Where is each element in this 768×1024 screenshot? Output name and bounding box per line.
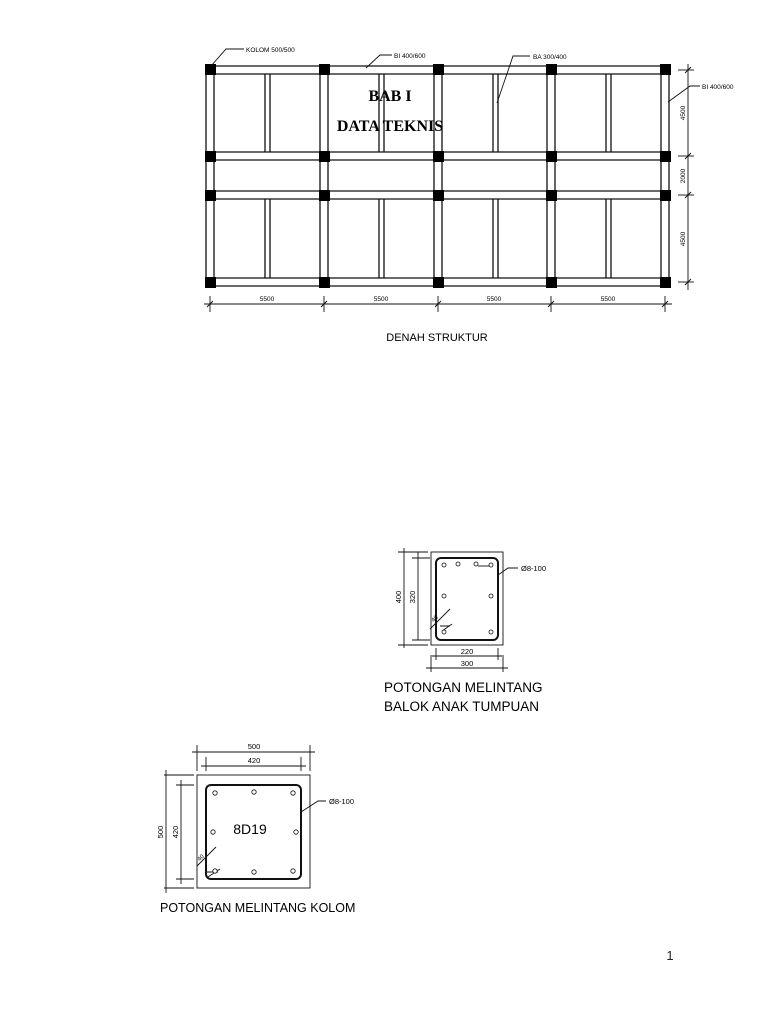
kolom-height: 500	[156, 825, 165, 839]
kolom-label: KOLOM 500/500	[246, 47, 295, 54]
chapter-heading: BAB I	[368, 88, 412, 105]
span-y-2: 2000	[680, 168, 687, 184]
balok-caption-line1: POTONGAN MELINTANG	[384, 680, 543, 695]
kolom-inner-height: 420	[171, 825, 180, 839]
denah-struktur-drawing	[0, 0, 768, 360]
bi-label-top: BI 400/600	[394, 53, 426, 60]
kolom-stirrup-label: Ø8-100	[329, 797, 355, 806]
span-y-1: 4500	[680, 105, 687, 121]
span-x-1: 5500	[259, 296, 275, 303]
kolom-cover: 40	[196, 853, 206, 863]
balok-width: 300	[460, 659, 474, 668]
balok-height: 400	[394, 590, 403, 604]
span-x-4: 5500	[600, 296, 616, 303]
page-number: 1	[666, 948, 674, 963]
span-x-2: 5500	[373, 296, 389, 303]
denah-caption: DENAH STRUKTUR	[386, 332, 488, 344]
kolom-section-drawing	[150, 735, 380, 920]
kolom-inner-width: 420	[247, 756, 261, 765]
bi-label-right: BI 400/600	[702, 84, 734, 91]
span-x-3: 5500	[486, 296, 502, 303]
balok-cover: 40	[430, 614, 440, 624]
span-y-3: 4500	[680, 231, 687, 247]
balok-stirrup	[436, 558, 498, 640]
chapter-title: DATA TEKNIS	[336, 118, 444, 135]
kolom-width: 500	[247, 742, 261, 751]
balok-inner-height: 320	[408, 590, 417, 604]
kolom-caption: POTONGAN MELINTANG KOLOM	[160, 901, 356, 915]
ba-label: BA 300/400	[533, 54, 567, 61]
kolom-rebar-label: 8D19	[233, 821, 267, 837]
balok-section-drawing	[380, 530, 560, 720]
balok-stirrup-label: Ø8-100	[521, 564, 547, 573]
balok-caption-line2: BALOK ANAK TUMPUAN	[384, 699, 540, 714]
balok-inner-width: 220	[460, 647, 474, 656]
